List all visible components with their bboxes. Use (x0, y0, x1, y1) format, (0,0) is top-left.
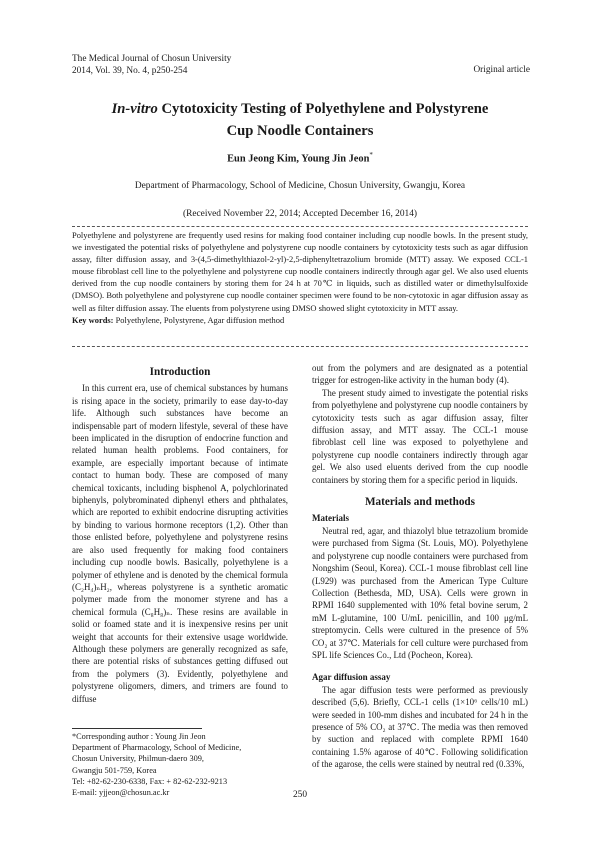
materials-subheading: Materials (312, 513, 349, 524)
affiliation: Department of Pharmacology, School of Medicine, Chosun University, Gwangju, Korea (134, 181, 466, 191)
footnote-corresponding: *Corresponding author : Young Jin Jeon (72, 732, 206, 741)
abstract-top-divider (72, 226, 528, 227)
title-italic: In-vitro (111, 101, 158, 117)
article-type: Original article (473, 65, 530, 75)
abstract (72, 229, 528, 326)
page-number: 250 (292, 790, 308, 800)
title-line2: Cup Noodle Containers (226, 123, 374, 139)
journal-header (72, 53, 231, 77)
footnote-city: Gwangju 501-759, Korea (72, 765, 157, 775)
received-dates: (Received November 22, 2014; Accepted December 16, 2014) (182, 209, 418, 219)
title-line1: Cytotoxicity Testing of Polyethylene and Polystyrene (157, 101, 489, 117)
footnote-email: E-mail: yjjeon@chosun.ac.kr (72, 788, 170, 798)
abstract-text: Polyethylene and polystyrene are frequently used resins for making food container including cup noodle bowls. In the present study, we investigated the potential risks of polyethylene and polystyrene cup noodle containers by cytotoxicity tests such as agar diffusion assay, filter diffusion assay, and 3-(4,5-dimethylthiazol-2-yl)-2,5-diphenyltetrazolium bromide (MTT) assay. We exposed CCL-1 mouse fibroblast cell line to the polyethylene and polystyrene cup noodle containers indirectly through agar gel. We also used eluents derived from the cup noodle containers by storing them for 24 h at 70℃ in liquids, such as distilled water or dimethylsulfoxide (DMSO). Both polyethylene and polystyrene cup noodle container specimen were found to be non-cytotoxic in agar diffusion assay as well as filter diffusion assay. The eluents from polystyrene using DMSO showed slight cytotoxicity in MTT assay. (72, 230, 528, 313)
author-names: Eun Jeong Kim, Young Jin Jeon (227, 153, 370, 165)
abstract-bottom-divider (72, 346, 528, 347)
introduction-heading: Introduction (149, 366, 211, 378)
keywords-label: Key words: (72, 314, 114, 325)
agar-diffusion-subheading: Agar diffusion assay (312, 672, 391, 683)
intro-paragraph-2: The present study aimed to investigate the potential risks from polyethylene and polystyrene cup noodle containers by cytotoxicity tests such as agar diffusion assay, filter diffusion assay, and MTT assay. The CCL-1 mouse fibroblast cell line was exposed to polyethylene and polystyrene cup noodle containers indirectly through agar gel. We also used eluents derived from the cup noodle containers by storing them for a specific period in liquids. (312, 387, 528, 485)
footnote-rule (72, 728, 202, 729)
left-column (72, 366, 288, 705)
keywords: Polyethylene, Polystyrene, Agar diffusion method (113, 314, 285, 325)
footnote-tel: Tel: +82-62-230-6338, Fax: + 82-62-232-9213 (72, 776, 228, 786)
intro-paragraph-1: In this current era, use of chemical substances by humans is rising apace in the society, primarily to ease day-to-day life. Although such substances have become an indispensable part of modern lifestyle, several of these have been implicated in the disruption of endocrine function and related human health problems. Food containers, for example, are especially important because of intimate contact to human body. These are composed of many chemical toxicants, including bisphenol A, polychlorinated biphenyls, polybrominated diphenyl ethers and phthalates, which are reported to exhibit endocrine disrupting activities by binding to various hormone receptors (1,2). Other than those enlisted before, polyethylene and polystyrene resins are also used frequently for making food containers including cup noodle bowls. Basically, polyethylene is a polymer of ethylene and is denoted by the chemical formula (C₂H₄)ₙH₂, whereas polystyrene is a synthetic aromatic polymer made from the monomer styrene and has a chemical formula (C₈H₈)ₙ. These resins are available in solid or foamed state and it is inexpensive resins per unit weight that accounts for their extensive usage worldwide. Although these polymers are generally recognized as safe, there are potential risks of substances getting diffused out from the polymers (3). Evidently, polyethylene and polystyrene oligomers, dimers, and trimers are found to diffuse (72, 383, 288, 704)
footnote-dept: Department of Pharmacology, School of Medicine, (72, 743, 242, 753)
footnote-univ: Chosun University, Philmun-daero 309, (72, 754, 204, 764)
materials-paragraph: Neutral red, agar, and thiazolyl blue tetrazolium bromide were purchased from Sigma (St. Louis, MO). Polyethylene and polystyrene cup noodle containers were purchased from Nongshim (Seoul, Korea). CCL-1 mouse fibroblast cell line (L929) was purchased from the American Type Culture Collection (Bethesda, MD, USA). Cells were grown in RPMI 1640 supplemented with 10% fetal bovine serum, 2 mM L-glutamine, 100 U/mL penicillin, and 100 μg/mL streptomycin. Cells were cultured in the presence of 5% CO₂ at 37℃. Materials for cell culture were purchased from SPL life Sciences Co., Ltd (Pocheon, Korea). (312, 525, 528, 660)
paper-title (60, 98, 540, 142)
authors (60, 151, 540, 164)
methods-heading: Materials and methods (364, 496, 475, 509)
intro-continuation: out from the polymers and are designated as a potential trigger for estrogen-like activity in the human body (4). (312, 363, 528, 386)
journal-name: The Medical Journal of Chosun University (72, 54, 232, 64)
keywords-line (72, 314, 528, 326)
right-column (312, 362, 528, 771)
corresponding-footnote (72, 731, 241, 798)
corresponding-mark: * (369, 151, 373, 159)
agar-diffusion-paragraph: The agar diffusion tests were performed as previously described (5,6). Briefly, CCL-1 cells (1×10⁶ cells/10 mL) were seeded in 100-mm dishes and incubated for 24 h in the presence of 5% CO₂ at 37℃. The media was then removed by suction and replaced with complete RPMI 1640 containing 1.5% agarose of 40℃. Following solidification of the agarose, the cells were stained by neutral red (0.33%, (312, 684, 528, 770)
journal-issue: 2014, Vol. 39, No. 4, p250-254 (72, 66, 188, 76)
